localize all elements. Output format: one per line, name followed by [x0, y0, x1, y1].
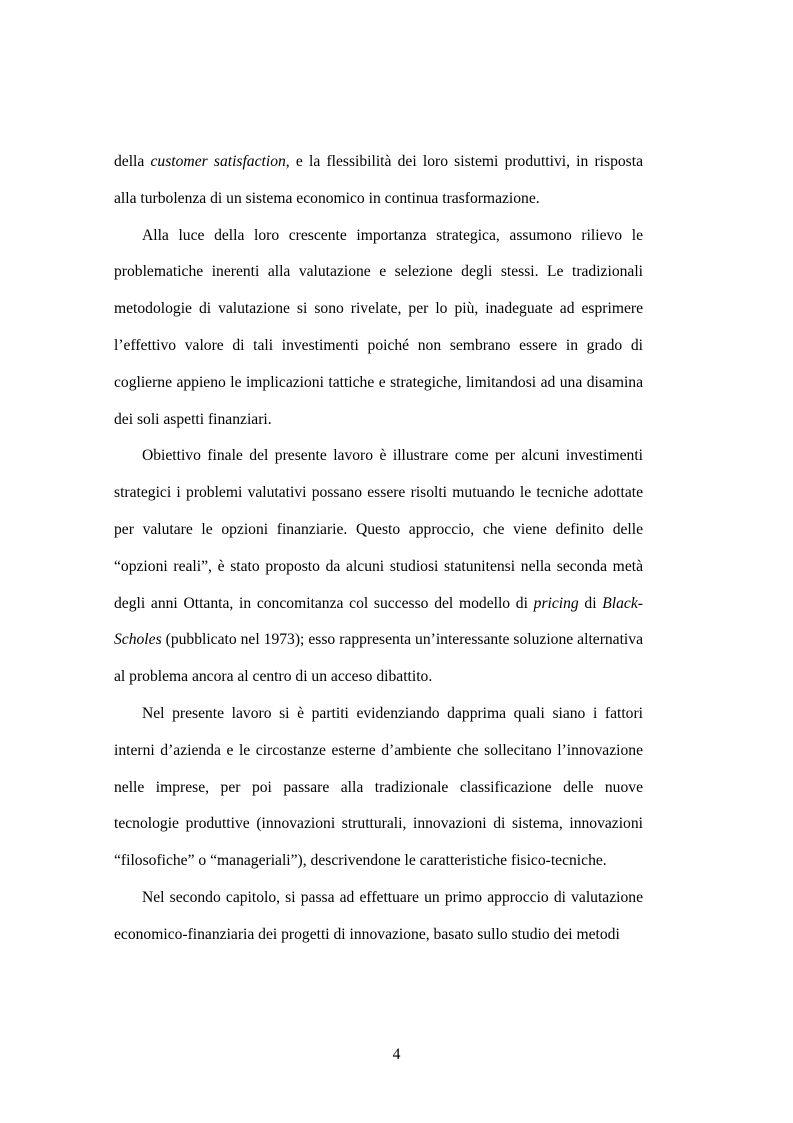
paragraph-5	[114, 880, 643, 954]
text-run: di	[578, 594, 603, 612]
paragraph-2	[114, 218, 643, 439]
text-run: della	[114, 153, 151, 170]
text-run: (pubblicato nel 1973); esso rappresenta un’interessante soluzione alternativa al problema ancora al centro di un acceso dibattito.	[114, 631, 643, 686]
text-run: , e la flessibilità dei loro sistemi produttivi, in risposta alla turbolenza di un sistema economico in continua trasformazione.	[114, 153, 644, 207]
paragraph-4	[114, 696, 643, 880]
text-run: Nel secondo capitolo, si passa ad effettuare un primo approccio di valutazione economico-finanziaria dei progetti di innovazione, basato sullo studio dei metodi	[114, 888, 643, 943]
page-number: 4	[392, 1046, 401, 1063]
italic-term: Black-Scholes	[114, 594, 643, 649]
italic-term: customer satisfaction	[150, 153, 286, 170]
paragraph-1	[114, 144, 643, 218]
body-text	[114, 144, 643, 954]
text-run: Nel presente lavoro si è partiti evidenziando dapprima quali siano i fattori interni d’azienda e le circostanze esterne d’ambiente che sollecitano l’innovazione nelle imprese, per poi passare alla tradizionale classificazione delle nuove tecnologie produttive (innovazioni strutturali, innovazioni di sistema, innovazioni “filosofiche” o “manageriali”), descrivendone le caratteristiche fisico-tecniche.	[114, 704, 643, 870]
text-run: Obiettivo finale del presente lavoro è illustrare come per alcuni investimenti strategici i problemi valutativi possano essere risolti mutuando le tecniche adottate per valutare le opzioni finanziarie. Questo approccio, che viene definito delle “opzioni reali”, è stato proposto da alcuni studiosi statunitensi nella seconda metà degli anni Ottanta, in concomitanza col successo del modello di	[114, 447, 643, 612]
italic-term: pricing	[533, 594, 579, 612]
paragraph-3	[114, 438, 643, 696]
text-run: Alla luce della loro crescente importanza strategica, assumono rilievo le problematiche inerenti alla valutazione e selezione degli stessi. Le tradizionali metodologie di valutazione si sono rivelate, per lo più, inadeguate ad esprimere l’effettivo valore di tali investimenti poiché non sembrano essere in grado di coglierne appieno le implicazioni tattiche e strategiche, limitandosi ad una disamina dei soli aspetti finanziari.	[114, 226, 643, 428]
